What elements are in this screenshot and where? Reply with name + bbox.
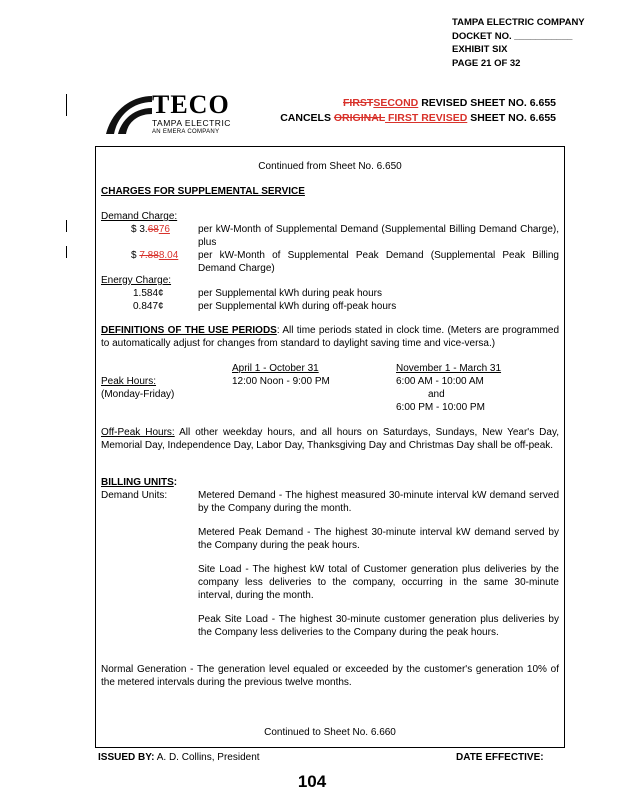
billing-units-title <box>101 477 559 490</box>
struck-text: 68 <box>147 224 159 235</box>
revision-bar <box>66 246 67 258</box>
winter-peak-hours-pm: 6:00 PM - 10:00 PM <box>396 402 485 413</box>
logo-tagline: AN EMERA COMPANY <box>152 129 220 135</box>
energy-offpeak-value: 0.847¢ <box>133 301 164 312</box>
normal-generation-def: Normal Generation - The generation level equaled or exceeded by the customer's generation 10% of the metered intervals during the previous twelve months. <box>101 664 559 688</box>
inserted-text: 76 <box>158 224 170 235</box>
inserted-text: SECOND <box>373 97 419 109</box>
demand-charge-label: Demand Charge: <box>101 211 178 222</box>
summer-peak-hours: 12:00 Noon - 9:00 PM <box>232 376 330 387</box>
offpeak-paragraph <box>101 427 559 453</box>
section-title: CHARGES FOR SUPPLEMENTAL SERVICE <box>101 186 305 197</box>
energy-offpeak-desc: per Supplemental kWh during off-peak hours <box>198 301 397 312</box>
demand-rate-value <box>131 224 170 237</box>
peak-and-label: and <box>428 389 445 400</box>
winter-period: November 1 - March 31 <box>396 363 502 374</box>
definitions-text: : All time periods stated in clock time. (Meters are programmed to automatically adjust for changes from standard to daylight saving time and vice-versa.) <box>101 325 560 349</box>
energy-peak-value: 1.584¢ <box>133 288 164 299</box>
logo-subtitle: TAMPA ELECTRIC <box>152 118 231 128</box>
revision-bar <box>66 220 67 232</box>
peak-demand-rate-value <box>131 250 178 263</box>
issued-by <box>98 752 260 763</box>
exhibit-label: EXHIBIT SIX <box>452 44 508 56</box>
inserted-text: FIRST REVISED <box>385 112 468 124</box>
revision-bar <box>66 94 67 116</box>
energy-peak-desc: per Supplemental kWh during peak hours <box>198 288 382 299</box>
cancels-prefix: CANCELS <box>280 112 334 124</box>
struck-text: 7.88 <box>139 250 159 261</box>
struck-text: FIRST <box>343 97 374 109</box>
peak-days-label: (Monday-Friday) <box>101 389 175 400</box>
peak-hours-label: Peak Hours: <box>101 376 157 387</box>
definitions-title: DEFINITIONS OF THE USE PERIODS <box>101 325 277 336</box>
billing-units-heading: BILLING UNITS <box>101 477 174 488</box>
continued-to: Continued to Sheet No. 6.660 <box>264 727 396 738</box>
metered-peak-def: Metered Peak Demand - The highest 30-minute interval kW demand served by the Company during the peak hours. <box>198 527 559 551</box>
date-effective-label: DATE EFFECTIVE: <box>456 752 544 763</box>
rate-prefix: $ <box>131 250 140 261</box>
metered-demand-row <box>101 490 559 516</box>
peak-days-row <box>101 389 559 402</box>
winter-peak-hours-am: 6:00 AM - 10:00 AM <box>396 376 484 387</box>
issued-by-label: ISSUED BY: <box>98 752 155 763</box>
offpeak-text: All other weekday hours, and all hours on Saturdays, Sundays, New Year's Day, Memorial Day, Independence Day, Labor Day, Thanksgiving Day and Christmas Day shall be off-peak. <box>101 427 559 451</box>
page-number: 104 <box>297 772 327 791</box>
peak-demand-charge-row <box>101 250 559 276</box>
sheet-line-rest: REVISED SHEET NO. 6.655 <box>418 97 556 109</box>
offpeak-label: Off-Peak Hours: <box>101 427 175 438</box>
summer-period: April 1 - October 31 <box>232 363 319 374</box>
peak-demand-rate-desc: per kW-Month of Supplemental Peak Demand (Supplemental Peak Billing Demand Charge) <box>198 250 559 274</box>
demand-units-label: Demand Units: <box>101 490 168 501</box>
peak-hours-row <box>101 376 559 389</box>
demand-rate-desc: per kW-Month of Supplemental Demand (Supplemental Billing Demand Charge), plus <box>198 224 559 248</box>
docket-header <box>452 16 585 70</box>
peak-site-load-def: Peak Site Load - The highest 30-minute customer generation plus deliveries by the Company less deliveries to the Company during the peak hours. <box>198 614 559 638</box>
rate-prefix: $ 3. <box>131 224 148 235</box>
metered-demand-def: Metered Demand - The highest measured 30-minute interval kW demand served by the Company during the month. <box>198 490 559 514</box>
docket-number: DOCKET NO. ___________ <box>452 30 573 42</box>
cancels-sheet-line <box>280 111 556 126</box>
teco-swoosh-icon <box>98 88 154 140</box>
definitions-paragraph <box>101 325 559 351</box>
issued-by-name: A. D. Collins, President <box>154 752 260 763</box>
demand-charge-row <box>101 224 559 250</box>
sheet-line-rest: SHEET NO. 6.655 <box>467 112 556 124</box>
struck-text: ORIGINAL <box>333 112 386 124</box>
billing-units-colon: : <box>173 477 178 488</box>
site-load-def: Site Load - The highest kW total of Customer generation plus deliveries by the company less deliveries to the company, occurring in the same 30-minute interval, during the month. <box>198 564 559 601</box>
continued-from: Continued from Sheet No. 6.650 <box>258 161 402 172</box>
energy-charge-label: Energy Charge: <box>101 275 172 286</box>
logo-name: TECO <box>152 90 230 119</box>
page-label: PAGE 21 OF 32 <box>452 57 521 69</box>
company-name: TAMPA ELECTRIC COMPANY <box>452 17 585 28</box>
sheet-number-block <box>280 96 556 126</box>
tariff-content-box <box>95 146 565 748</box>
revised-sheet-line <box>280 96 556 111</box>
inserted-text: 8.04 <box>158 250 179 261</box>
teco-logo <box>98 88 258 148</box>
